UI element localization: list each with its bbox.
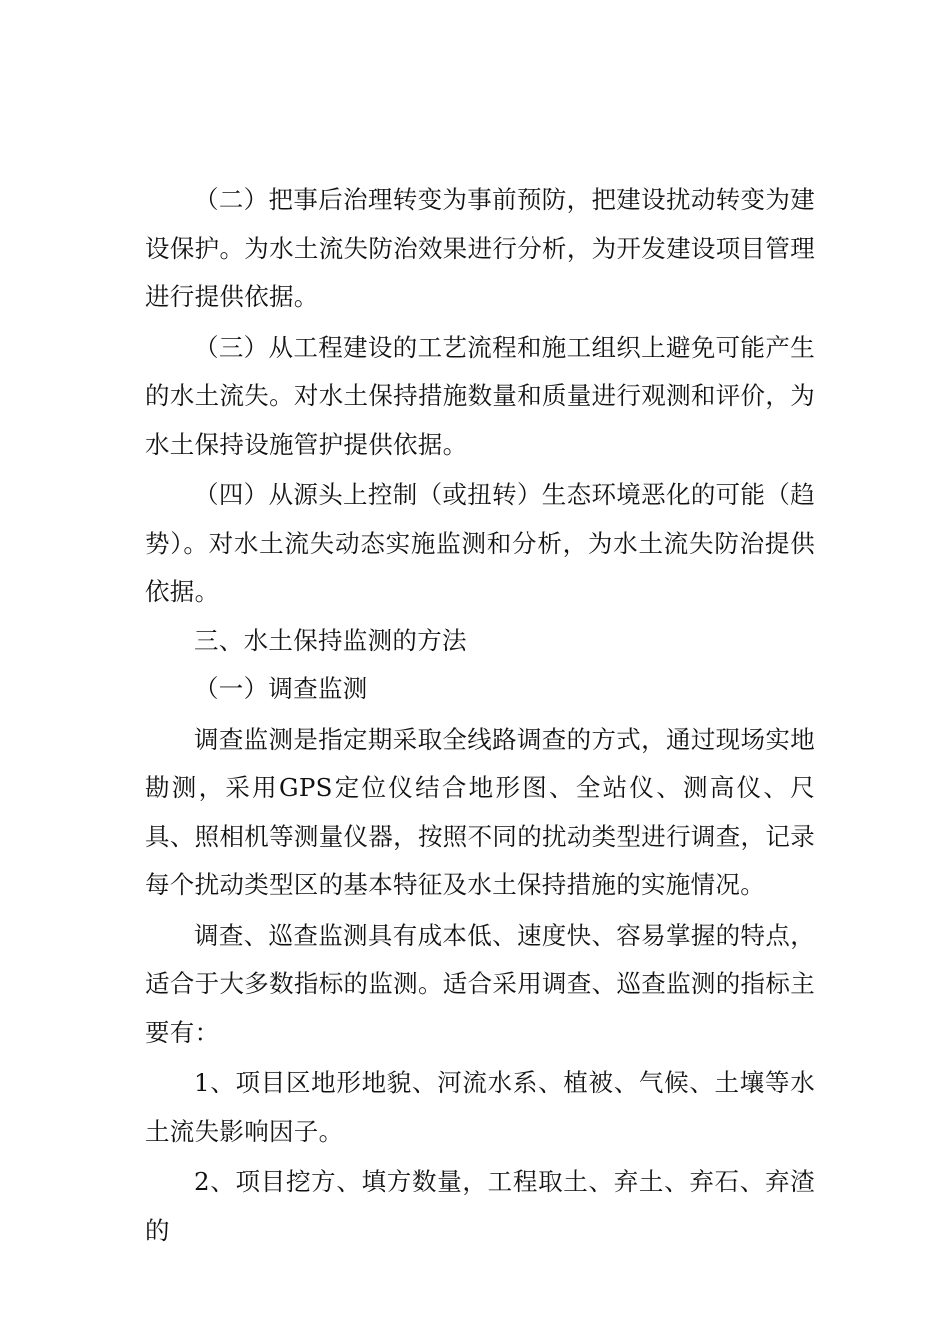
paragraph-three: （三）从工程建设的工艺流程和施工组织上避免可能产生的水土流失。对水土保持措施数量和质量进行观测和评价，为水土保持设施管护提供依据。 (145, 332, 815, 459)
document-page (145, 176, 815, 1255)
list-item-1: 1、项目区地形地貌、河流水系、植被、气候、土壤等水土流失影响因子。 (145, 1068, 815, 1146)
paragraph-four: （四）从源头上控制（或扭转）生态环境恶化的可能（趋势）。对水土流失动态实施监测和分析，为水土流失防治提供依据。 (145, 480, 815, 606)
subsection-heading-survey: （一）调查监测 (194, 674, 368, 703)
paragraph-survey-features: 调查、巡查监测具有成本低、速度快、容易掌握的特点，适合于大多数指标的监测。适合采用调查、巡查监测的指标主要有： (145, 920, 815, 1047)
paragraph-two: （二）把事后治理转变为事前预防，把建设扰动转变为建设保护。为水土流失防治效果进行分析，为开发建设项目管理进行提供依据。 (145, 185, 815, 311)
paragraph-survey-description: 调查监测是指定期采取全线路调查的方式，通过现场实地勘测，采用GPS定位仪结合地形图、全站仪、测高仪、尺具、照相机等测量仪器，按照不同的扰动类型进行调查，记录每个扰动类型区的基本特征及水土保持措施的实施情况。 (145, 724, 815, 899)
list-item-2: 2、项目挖方、填方数量，工程取土、弃土、弃石、弃渣的 (145, 1167, 815, 1245)
section-heading-methods: 三、水土保持监测的方法 (194, 625, 467, 655)
